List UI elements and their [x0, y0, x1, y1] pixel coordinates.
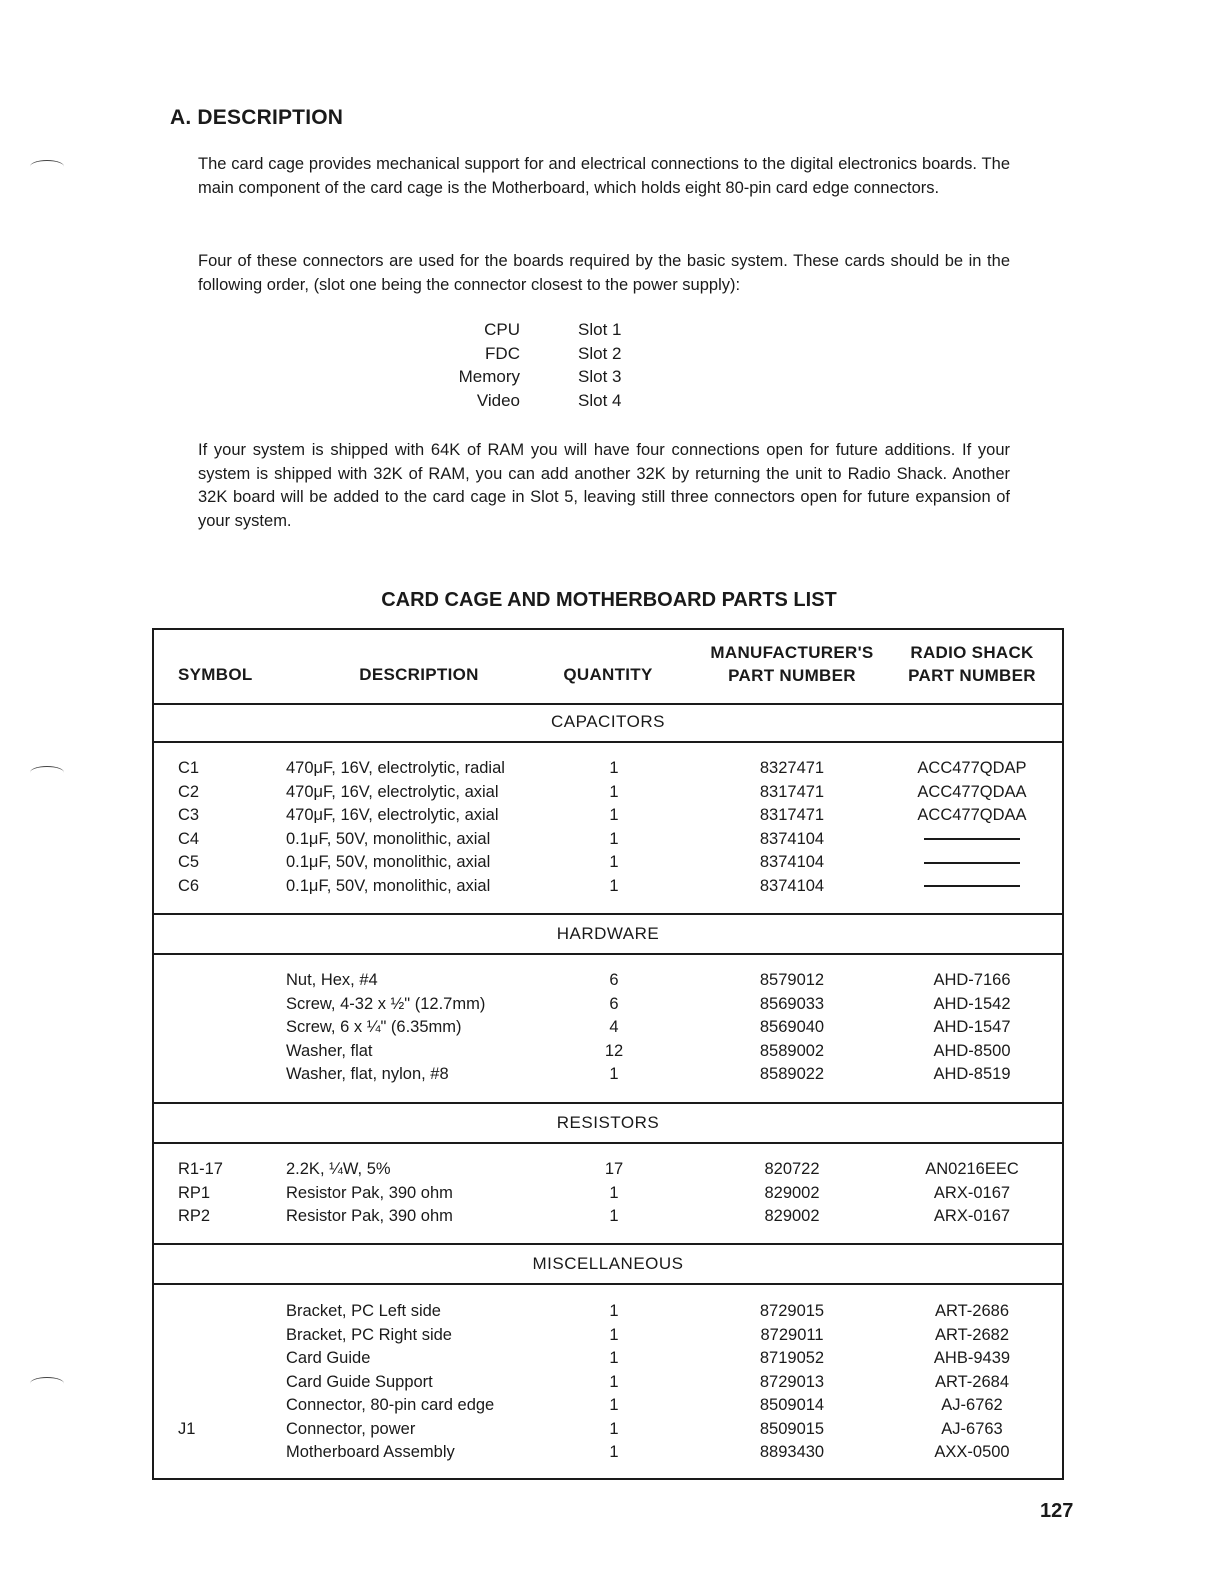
cell-rs-part: ACC477QDAP [917, 759, 1027, 777]
table-row [154, 993, 1062, 1017]
slot-number: Slot 2 [578, 343, 622, 363]
cell-description: Connector, 80-pin card edge [286, 1396, 495, 1414]
slot-row [420, 365, 621, 389]
cell-description: 470μF, 16V, electrolytic, radial [286, 759, 505, 777]
cell-description: 470μF, 16V, electrolytic, axial [286, 806, 499, 824]
section-rows [154, 1158, 1062, 1229]
table-row [154, 781, 1062, 805]
table-row [154, 828, 1062, 852]
section-rows [154, 969, 1062, 1087]
cell-quantity: 1 [609, 1349, 619, 1367]
cell-mfr-part: 829002 [764, 1207, 820, 1225]
cell-rs-part: ACC477QDAA [917, 806, 1027, 824]
table-row [154, 1418, 1062, 1442]
cell-quantity: 1 [609, 782, 619, 801]
table-header [154, 630, 1062, 705]
cell-description: Motherboard Assembly [286, 1443, 455, 1461]
header-mfr-line2: PART NUMBER [728, 666, 856, 685]
no-part-dash [924, 838, 1020, 840]
cell-quantity: 1 [609, 853, 619, 871]
no-part-dash [924, 885, 1020, 887]
slot-board: Memory [458, 367, 520, 386]
cell-mfr-part: 829002 [764, 1183, 820, 1202]
cell-rs-part: AHD-8500 [933, 1041, 1011, 1060]
cell-quantity: 1 [609, 829, 619, 848]
cell-quantity: 1 [609, 1183, 619, 1202]
cell-symbol: C5 [178, 853, 200, 871]
cell-rs-part: ARX-0167 [933, 1183, 1011, 1202]
header-quantity: QUANTITY [563, 665, 653, 684]
cell-mfr-part: 8589022 [759, 1065, 825, 1083]
cell-mfr-part: 8374104 [759, 829, 825, 848]
cell-rs-part [896, 851, 1048, 875]
cell-description: Card Guide Support [286, 1372, 433, 1391]
cell-description: 0.1μF, 50V, monolithic, axial [286, 853, 491, 871]
cell-mfr-part: 8317471 [759, 806, 825, 824]
no-part-dash [924, 862, 1020, 864]
cell-quantity: 6 [609, 994, 619, 1013]
cell-mfr-part: 8569040 [759, 1018, 825, 1036]
slot-order-list [420, 318, 621, 412]
cell-rs-part: AHB-9439 [933, 1349, 1011, 1367]
cell-rs-part: AN0216EEC [925, 1160, 1019, 1178]
section-rows [154, 1300, 1062, 1465]
slot-number: Slot 3 [578, 367, 622, 386]
cell-description: 2.2K, ¼W, 5% [286, 1160, 391, 1178]
cell-quantity: 1 [609, 1443, 619, 1461]
cell-description: Bracket, PC Right side [286, 1325, 452, 1344]
cell-quantity: 1 [609, 806, 619, 824]
cell-description: Screw, 6 x ¼" (6.35mm) [286, 1018, 462, 1036]
cell-mfr-part: 8719052 [759, 1349, 825, 1367]
cell-mfr-part: 8509014 [759, 1396, 825, 1414]
header-radio-shack-part-number [894, 641, 1050, 687]
slot-row [420, 318, 621, 342]
cell-description: 0.1μF, 50V, monolithic, axial [286, 829, 491, 848]
margin-mark [30, 1377, 64, 1390]
cell-description: Resistor Pak, 390 ohm [286, 1183, 453, 1202]
cell-rs-part: ART-2682 [935, 1325, 1009, 1344]
cell-description: Washer, flat [286, 1041, 373, 1060]
cell-mfr-part: 8579012 [759, 971, 825, 989]
cell-quantity: 6 [609, 971, 619, 989]
header-mfr-line1: MANUFACTURER'S [710, 643, 874, 662]
cell-description: 470μF, 16V, electrolytic, axial [286, 782, 499, 801]
paragraph-ram-expansion: If your system is shipped with 64K of RAM you will have four connections open for future additions. If your system is shipped with 32K of RAM, you can add another 32K by returning the unit to Radio Shack. Another 32K board will be added to the card cage in Slot 5, leaving still three connectors open for future expansion of your system. [198, 441, 1010, 530]
cell-quantity: 12 [604, 1041, 624, 1060]
cell-rs-part: ARX-0167 [933, 1207, 1011, 1225]
slot-row [420, 342, 621, 366]
table-row [154, 1182, 1062, 1206]
table-row [154, 1394, 1062, 1418]
slot-board: FDC [485, 343, 520, 363]
cell-quantity: 1 [609, 1396, 619, 1414]
header-manufacturer-part-number [694, 641, 890, 687]
cell-description: Screw, 4-32 x ½" (12.7mm) [286, 994, 486, 1013]
section-miscellaneous: MISCELLANEOUS [154, 1245, 1062, 1285]
cell-symbol: C6 [178, 876, 200, 895]
cell-rs-part: ART-2684 [935, 1372, 1009, 1391]
table-title: CARD CAGE AND MOTHERBOARD PARTS LIST [381, 589, 837, 611]
cell-rs-part: ART-2686 [935, 1302, 1009, 1320]
slot-number: Slot 4 [578, 390, 622, 410]
cell-mfr-part: 820722 [764, 1160, 820, 1178]
cell-quantity: 4 [609, 1018, 619, 1036]
section-heading: A. DESCRIPTION [170, 106, 344, 129]
slot-row [420, 389, 621, 413]
cell-rs-part: AHD-7166 [933, 971, 1011, 989]
slot-number: Slot 1 [578, 320, 622, 339]
cell-symbol: C2 [178, 782, 200, 801]
section-capacitors: CAPACITORS [154, 703, 1062, 743]
cell-quantity: 1 [609, 1325, 619, 1344]
cell-mfr-part: 8729013 [759, 1372, 825, 1391]
header-rs-line1: RADIO SHACK [910, 643, 1034, 662]
section-resistors: RESISTORS [154, 1104, 1062, 1144]
cell-quantity: 17 [604, 1160, 624, 1178]
table-row [154, 969, 1062, 993]
cell-symbol: C4 [178, 829, 200, 848]
table-row [154, 757, 1062, 781]
table-row [154, 1063, 1062, 1087]
table-row [154, 1300, 1062, 1324]
header-symbol: SYMBOL [178, 665, 253, 684]
cell-description: Bracket, PC Left side [286, 1302, 441, 1320]
cell-symbol: RP1 [178, 1183, 211, 1202]
cell-rs-part: AHD-1542 [933, 994, 1011, 1013]
cell-rs-part: AHD-1547 [933, 1018, 1011, 1036]
cell-mfr-part: 8327471 [759, 759, 825, 777]
cell-description: Connector, power [286, 1419, 416, 1438]
cell-quantity: 1 [609, 759, 619, 777]
cell-mfr-part: 8509015 [759, 1419, 825, 1438]
cell-mfr-part: 8569033 [759, 994, 825, 1013]
cell-quantity: 1 [609, 1372, 619, 1391]
margin-mark [30, 766, 64, 779]
cell-quantity: 1 [609, 1419, 619, 1438]
cell-rs-part: AHD-8519 [933, 1065, 1011, 1083]
table-row [154, 1371, 1062, 1395]
table-row [154, 1158, 1062, 1182]
cell-mfr-part: 8374104 [759, 876, 825, 895]
parts-list-table [152, 628, 1064, 1480]
cell-rs-part [896, 828, 1048, 852]
table-row [154, 804, 1062, 828]
table-row [154, 1016, 1062, 1040]
cell-symbol: J1 [178, 1419, 196, 1438]
table-row [154, 1347, 1062, 1371]
cell-quantity: 1 [609, 1065, 619, 1083]
cell-rs-part: AJ-6763 [941, 1419, 1003, 1438]
cell-description: Nut, Hex, #4 [286, 971, 378, 989]
cell-rs-part [896, 875, 1048, 899]
paragraph-connector-order: Four of these connectors are used for the boards required by the basic system. These cards should be in the following order, (slot one being the connector closest to the power supply): [198, 252, 1010, 294]
cell-symbol: C3 [178, 806, 200, 824]
cell-symbol: C1 [178, 759, 200, 777]
table-row [154, 1205, 1062, 1229]
header-description: DESCRIPTION [359, 665, 479, 684]
paragraph-card-cage: The card cage provides mechanical support for and electrical connections to the digital electronics boards. The main component of the card cage is the Motherboard, which holds eight 80-pin card edge connectors. [198, 155, 1010, 197]
cell-rs-part: ACC477QDAA [917, 782, 1027, 801]
table-row [154, 1441, 1062, 1465]
cell-mfr-part: 8317471 [759, 782, 825, 801]
cell-rs-part: AJ-6762 [941, 1396, 1003, 1414]
table-row [154, 1324, 1062, 1348]
cell-quantity: 1 [609, 876, 619, 895]
slot-board: Video [476, 390, 520, 410]
cell-description: Washer, flat, nylon, #8 [286, 1065, 449, 1083]
cell-symbol: R1-17 [178, 1160, 223, 1178]
section-rows [154, 757, 1062, 898]
header-rs-line2: PART NUMBER [908, 666, 1036, 685]
page-number: 127 [1040, 1500, 1074, 1522]
cell-mfr-part: 8729011 [760, 1325, 824, 1344]
cell-mfr-part: 8729015 [759, 1302, 825, 1320]
section-hardware: HARDWARE [154, 915, 1062, 955]
table-row [154, 875, 1062, 899]
table-row [154, 1040, 1062, 1064]
table-row [154, 851, 1062, 875]
cell-quantity: 1 [609, 1302, 619, 1320]
cell-description: Resistor Pak, 390 ohm [286, 1207, 453, 1225]
cell-mfr-part: 8589002 [759, 1041, 825, 1060]
slot-board: CPU [484, 320, 520, 339]
margin-mark [30, 160, 64, 173]
cell-mfr-part: 8893430 [759, 1443, 825, 1461]
cell-description: 0.1μF, 50V, monolithic, axial [286, 876, 491, 895]
cell-description: Card Guide [286, 1349, 371, 1367]
cell-symbol: RP2 [178, 1207, 211, 1225]
cell-quantity: 1 [609, 1207, 619, 1225]
cell-rs-part: AXX-0500 [934, 1443, 1010, 1461]
cell-mfr-part: 8374104 [759, 853, 825, 871]
